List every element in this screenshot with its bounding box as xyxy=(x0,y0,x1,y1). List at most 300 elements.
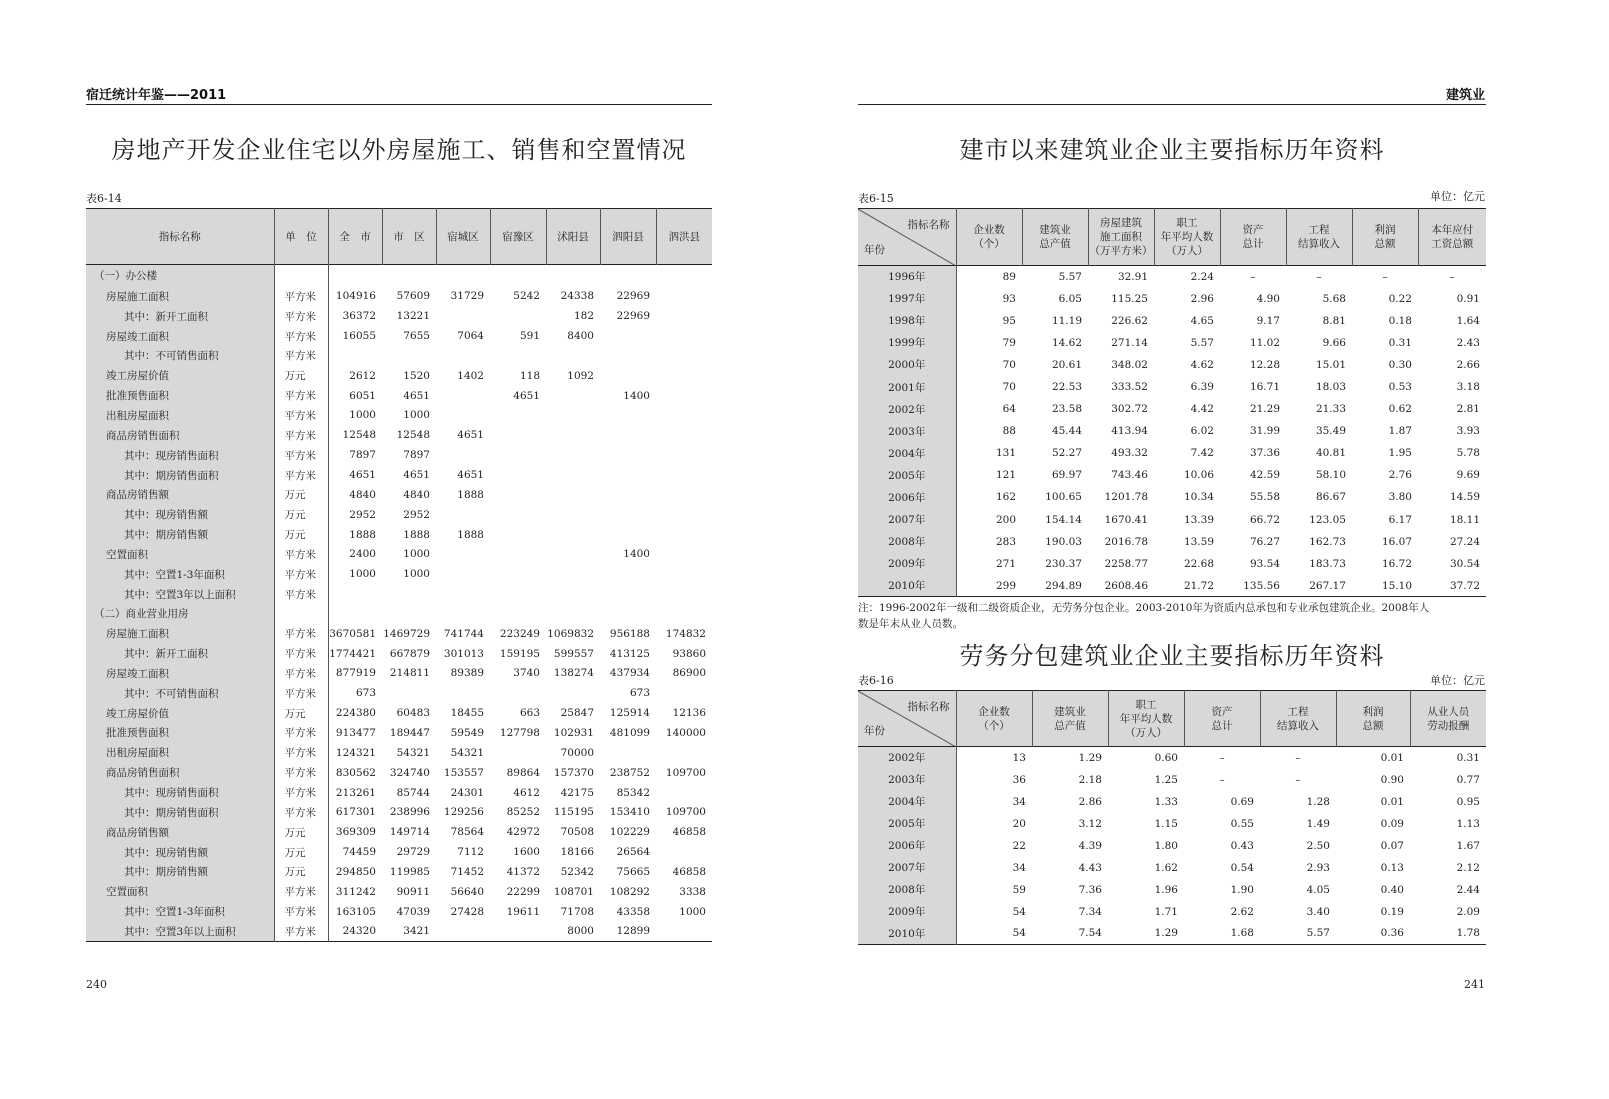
table-cell: 8.81 xyxy=(1322,314,1346,327)
table-cell: 18455 xyxy=(450,707,484,720)
table-cell: 54321 xyxy=(396,746,430,759)
row-label: 其中：新开工面积 xyxy=(86,306,274,326)
table-cell: 54 xyxy=(1012,905,1026,918)
table-cell: 1.78 xyxy=(1456,927,1480,940)
table-cell: 190.03 xyxy=(1045,535,1082,548)
row-unit: 万元 xyxy=(274,703,328,723)
table-cell: 47039 xyxy=(396,905,430,918)
table-cell: 2.44 xyxy=(1456,883,1480,896)
table-cell xyxy=(436,683,490,703)
table-cell: 108701 xyxy=(553,885,594,898)
table-row xyxy=(858,332,1486,354)
table-cell xyxy=(490,406,546,426)
table-cell xyxy=(546,445,600,465)
table-6-14 xyxy=(86,208,712,942)
table-cell: 3.40 xyxy=(1306,905,1330,918)
table-cell: 7.36 xyxy=(1078,883,1102,896)
table-cell: 599557 xyxy=(553,647,594,660)
table-row xyxy=(858,288,1486,310)
right-page xyxy=(804,0,1609,1099)
table-cell: 4651 xyxy=(457,469,484,482)
table-row xyxy=(86,406,712,426)
table-cell: 2.24 xyxy=(1190,270,1214,283)
table-row xyxy=(858,376,1486,398)
table-cell: 6.05 xyxy=(1058,292,1082,305)
table-cell xyxy=(490,445,546,465)
column-header-line: 建筑业 xyxy=(1039,224,1071,236)
table-cell xyxy=(382,584,436,604)
table-cell: 2952 xyxy=(349,508,376,521)
table-cell: 93860 xyxy=(672,647,706,660)
table-cell: 0.60 xyxy=(1154,751,1178,764)
table-cell: 0.55 xyxy=(1230,817,1254,830)
table-cell: 1400 xyxy=(623,389,650,402)
page-number-left: 240 xyxy=(86,978,107,991)
table-cell: 125914 xyxy=(609,707,650,720)
table-cell xyxy=(490,346,546,366)
table-cell xyxy=(600,465,656,485)
header-rule-left xyxy=(86,104,712,105)
table-cell: 55.58 xyxy=(1249,491,1280,504)
table-cell: 29729 xyxy=(396,846,430,859)
table-row xyxy=(858,553,1486,575)
table-cell xyxy=(600,564,656,584)
table-cell xyxy=(328,604,382,624)
table-row xyxy=(86,683,712,703)
table-cell: 1000 xyxy=(403,548,430,561)
column-header-line: （个） xyxy=(973,238,1005,250)
table-row xyxy=(86,664,712,684)
running-head-right: 建筑业 xyxy=(1445,88,1485,103)
table-cell: 32.91 xyxy=(1117,270,1148,283)
table-cell: 213261 xyxy=(335,786,376,799)
table-cell: 31.99 xyxy=(1249,425,1280,438)
row-label: 其中：空置1-3年面积 xyxy=(86,564,274,584)
column-header-line: 房屋建筑 xyxy=(1100,217,1142,229)
row-year: 2009年 xyxy=(858,553,956,575)
table-cell: 0.77 xyxy=(1456,773,1480,786)
table-cell: 2.86 xyxy=(1078,795,1102,808)
table-cell: 9.69 xyxy=(1456,469,1480,482)
row-label: 其中：现房销售面积 xyxy=(86,445,274,465)
column-header: 市 区 xyxy=(382,209,436,265)
table-cell xyxy=(600,445,656,465)
table-cell: 57609 xyxy=(396,290,430,303)
table-cell xyxy=(490,425,546,445)
table-cell: 71452 xyxy=(450,865,484,878)
table-cell: 14.59 xyxy=(1449,491,1480,504)
table-cell: 124321 xyxy=(335,746,376,759)
table-cell: 617301 xyxy=(335,806,376,819)
table-6-15-title: 建市以来建筑业企业主要指标历年资料 xyxy=(959,136,1385,164)
table-cell: 2.18 xyxy=(1078,773,1102,786)
row-year: 2006年 xyxy=(858,835,956,857)
table-cell: 58.10 xyxy=(1315,469,1346,482)
table-cell: 60483 xyxy=(396,707,430,720)
table-cell: 12.28 xyxy=(1249,358,1280,371)
diagonal-header-cell xyxy=(858,209,956,266)
table-cell: 85252 xyxy=(506,806,540,819)
table-cell xyxy=(656,386,712,406)
table-cell: 70000 xyxy=(560,746,594,759)
row-year: 2009年 xyxy=(858,901,956,923)
table-cell: 22 xyxy=(1012,839,1026,852)
table-row xyxy=(858,464,1486,486)
table-cell: 13.59 xyxy=(1183,535,1214,548)
table-cell: 102931 xyxy=(553,726,594,739)
table-cell xyxy=(656,306,712,326)
table-cell: 0.62 xyxy=(1388,403,1412,416)
table-cell xyxy=(436,544,490,564)
table-row xyxy=(86,265,712,287)
table-cell: 153557 xyxy=(443,766,484,779)
table-cell: 1.67 xyxy=(1456,839,1480,852)
table-cell: 1.49 xyxy=(1306,817,1330,830)
table-row xyxy=(858,857,1486,879)
table-cell: 1.33 xyxy=(1154,795,1178,808)
table-cell: 70508 xyxy=(560,826,594,839)
table-cell: 34 xyxy=(1012,861,1026,874)
table-cell: 71708 xyxy=(560,905,594,918)
table-cell: 743.46 xyxy=(1111,469,1148,482)
table-cell: 0.22 xyxy=(1388,292,1412,305)
table-cell: 108292 xyxy=(609,885,650,898)
row-label: 房屋竣工面积 xyxy=(86,326,274,346)
row-unit: 平方米 xyxy=(274,743,328,763)
table-number-6-15: 表6-15 xyxy=(858,192,894,205)
table-cell xyxy=(490,743,546,763)
table-cell: 131 xyxy=(995,447,1016,460)
table-cell: 70 xyxy=(1002,358,1016,371)
column-header-line: 建筑业 xyxy=(1054,705,1086,718)
table-cell: 333.52 xyxy=(1111,381,1148,394)
table-cell: 12899 xyxy=(616,925,650,938)
table-row xyxy=(86,922,712,942)
table-cell: 1201.78 xyxy=(1104,491,1148,504)
table-cell: 230.37 xyxy=(1045,557,1082,570)
column-header xyxy=(1108,691,1184,747)
table-cell: 182 xyxy=(573,310,594,323)
table-row xyxy=(86,425,712,445)
table-cell: 0.69 xyxy=(1230,795,1254,808)
table-cell: – xyxy=(1219,773,1225,786)
column-header: 宿豫区 xyxy=(490,209,546,265)
table-cell: 369309 xyxy=(335,826,376,839)
table-cell: 27428 xyxy=(450,905,484,918)
table-cell xyxy=(600,584,656,604)
column-header-line: 利润 xyxy=(1374,224,1396,236)
table-cell: 24320 xyxy=(342,925,376,938)
table-row xyxy=(858,901,1486,923)
table-cell: 0.18 xyxy=(1388,314,1412,327)
table-cell: 129256 xyxy=(443,806,484,819)
column-header-line: 资产 xyxy=(1242,224,1264,236)
table-cell: 14.62 xyxy=(1051,336,1082,349)
table-cell xyxy=(600,406,656,426)
table-cell: 5.68 xyxy=(1322,292,1346,305)
column-header-line: 企业数 xyxy=(978,705,1010,718)
table-cell xyxy=(436,584,490,604)
table-cell: 45.44 xyxy=(1051,425,1082,438)
table-cell: 37.72 xyxy=(1449,579,1480,592)
row-unit: 平方米 xyxy=(274,406,328,426)
table-cell: 93.54 xyxy=(1249,557,1280,570)
table-cell: 324740 xyxy=(389,766,430,779)
table-cell: – xyxy=(1250,270,1256,283)
table-cell: 115195 xyxy=(553,806,594,819)
diagonal-header-cell xyxy=(858,691,956,747)
table-row xyxy=(858,835,1486,857)
row-label: （二）商业营业用房 xyxy=(86,604,274,624)
table-cell xyxy=(382,346,436,366)
table-cell xyxy=(656,783,712,803)
table-cell: 59549 xyxy=(450,726,484,739)
column-header xyxy=(1220,209,1286,266)
table-cell: 7112 xyxy=(457,846,484,859)
table-cell: 76.27 xyxy=(1249,535,1280,548)
table-cell: 3670581 xyxy=(329,627,376,640)
table-cell: 4840 xyxy=(403,488,430,501)
table-cell: 138274 xyxy=(553,667,594,680)
table-cell xyxy=(656,326,712,346)
table-cell: 75665 xyxy=(616,865,650,878)
table-cell: 0.91 xyxy=(1456,292,1480,305)
row-year: 2002年 xyxy=(858,398,956,420)
table-cell: 4651 xyxy=(403,469,430,482)
table-cell xyxy=(546,346,600,366)
table-header-row xyxy=(86,209,712,265)
table-cell: 4651 xyxy=(403,389,430,402)
table-cell: 21.29 xyxy=(1249,403,1280,416)
table-cell xyxy=(328,346,382,366)
table-cell: 6.02 xyxy=(1190,425,1214,438)
table-cell: 163105 xyxy=(335,905,376,918)
row-unit: 平方米 xyxy=(274,763,328,783)
column-header-line: 本年应付 xyxy=(1431,224,1474,236)
page-title-left: 房地产开发企业住宅以外房屋施工、销售和空置情况 xyxy=(111,136,687,164)
table-cell: 13 xyxy=(1012,751,1026,764)
table-cell: 271.14 xyxy=(1111,336,1148,349)
row-label: 其中：期房销售面积 xyxy=(86,465,274,485)
table-row xyxy=(86,564,712,584)
table-cell: 13221 xyxy=(396,310,430,323)
row-unit: 万元 xyxy=(274,862,328,882)
table-cell: 159195 xyxy=(499,647,540,660)
table-cell: 4.39 xyxy=(1078,839,1102,852)
table-cell: 0.31 xyxy=(1388,336,1412,349)
table-cell: 481099 xyxy=(609,726,650,739)
table-row xyxy=(86,366,712,386)
table-cell: 10.06 xyxy=(1183,469,1214,482)
table-cell xyxy=(600,604,656,624)
table-cell: 223249 xyxy=(499,627,540,640)
table-row xyxy=(86,862,712,882)
row-label: 批准预售面积 xyxy=(86,723,274,743)
table-cell: 123.05 xyxy=(1309,513,1346,526)
table-cell: 41372 xyxy=(506,865,540,878)
column-header-line: （万平方米） xyxy=(1089,245,1153,257)
table-cell: 24301 xyxy=(450,786,484,799)
table-cell: 20 xyxy=(1012,817,1026,830)
table-cell: 43358 xyxy=(616,905,650,918)
table-cell: 86900 xyxy=(672,667,706,680)
column-header: 泗洪县 xyxy=(656,209,712,265)
table-cell: 0.01 xyxy=(1380,795,1404,808)
table-cell: 2612 xyxy=(349,369,376,382)
table-cell: 2608.46 xyxy=(1104,579,1148,592)
table-cell: 25847 xyxy=(560,707,594,720)
table-cell: – xyxy=(1295,773,1301,786)
table-row xyxy=(858,486,1486,508)
table-cell xyxy=(546,386,600,406)
row-label: 商品房销售面积 xyxy=(86,425,274,445)
table-cell: 157370 xyxy=(553,766,594,779)
table-cell xyxy=(436,306,490,326)
table-cell: 6.17 xyxy=(1388,513,1412,526)
row-label: 其中：空置1-3年面积 xyxy=(86,902,274,922)
table-cell: 174832 xyxy=(665,627,706,640)
column-header xyxy=(1154,209,1220,266)
table-cell xyxy=(436,564,490,584)
table-cell xyxy=(546,406,600,426)
table-cell: 437934 xyxy=(609,667,650,680)
table-cell: 238752 xyxy=(609,766,650,779)
table-cell: 2952 xyxy=(403,508,430,521)
table-cell: 0.40 xyxy=(1380,883,1404,896)
table-cell: 2.66 xyxy=(1456,358,1480,371)
table-row xyxy=(86,882,712,902)
row-year: 2008年 xyxy=(858,531,956,553)
table-cell xyxy=(656,525,712,545)
table-cell: 673 xyxy=(629,687,650,700)
table-cell: 27.24 xyxy=(1449,535,1480,548)
table-cell: 1000 xyxy=(349,568,376,581)
table-cell: 1888 xyxy=(457,488,484,501)
row-label: 房屋竣工面积 xyxy=(86,664,274,684)
table-cell: 42.59 xyxy=(1249,469,1280,482)
table-cell: 7.34 xyxy=(1078,905,1102,918)
table-cell: 4840 xyxy=(349,488,376,501)
row-unit: 平方米 xyxy=(274,445,328,465)
table-cell: 54321 xyxy=(450,746,484,759)
table-cell: 7897 xyxy=(403,449,430,462)
column-header-line: 施工面积 xyxy=(1100,231,1142,243)
table-cell xyxy=(600,525,656,545)
table-cell: 20.61 xyxy=(1051,358,1082,371)
table-cell: 1.80 xyxy=(1154,839,1178,852)
table-cell: 913477 xyxy=(335,726,376,739)
table-cell: – xyxy=(1382,270,1388,283)
table-cell: 7.42 xyxy=(1190,447,1214,460)
row-label: 商品房销售额 xyxy=(86,485,274,505)
table-cell xyxy=(656,922,712,942)
table-cell: 19611 xyxy=(506,905,540,918)
column-header-line: 结算收入 xyxy=(1298,238,1340,250)
table-cell: – xyxy=(1449,270,1455,283)
column-header xyxy=(1336,691,1410,747)
table-cell: 22969 xyxy=(616,290,650,303)
table-cell: 7064 xyxy=(457,330,484,343)
table-cell xyxy=(490,525,546,545)
table-cell xyxy=(490,604,546,624)
table-cell: 109700 xyxy=(665,806,706,819)
table-cell xyxy=(382,604,436,624)
table-row xyxy=(858,769,1486,791)
table-cell: 40.81 xyxy=(1315,447,1346,460)
row-label: 出租房屋面积 xyxy=(86,743,274,763)
table-cell: 9.66 xyxy=(1322,336,1346,349)
table-cell: 2.50 xyxy=(1306,839,1330,852)
table-cell: 189447 xyxy=(389,726,430,739)
table-cell: 3.93 xyxy=(1456,425,1480,438)
row-unit xyxy=(274,265,328,287)
table-row xyxy=(86,287,712,307)
table-cell: 8000 xyxy=(567,925,594,938)
row-label: 竣工房屋价值 xyxy=(86,366,274,386)
table-row xyxy=(858,575,1486,597)
table-cell: 7897 xyxy=(349,449,376,462)
column-header xyxy=(1260,691,1336,747)
table-cell xyxy=(328,265,382,287)
row-unit: 平方米 xyxy=(274,644,328,664)
table-cell: – xyxy=(1219,751,1225,764)
table-cell: 34 xyxy=(1012,795,1026,808)
table-row xyxy=(86,584,712,604)
table-cell: 78564 xyxy=(450,826,484,839)
table-cell: 5242 xyxy=(513,290,540,303)
table-row xyxy=(858,398,1486,420)
diagonal-header-top: 指标名称 xyxy=(907,701,950,713)
table-cell xyxy=(436,406,490,426)
table-cell: 135.56 xyxy=(1243,579,1280,592)
row-unit: 平方米 xyxy=(274,624,328,644)
table-row xyxy=(86,842,712,862)
table-row xyxy=(86,644,712,664)
table-cell xyxy=(656,445,712,465)
column-header xyxy=(1022,209,1088,266)
column-header: 泗阳县 xyxy=(600,209,656,265)
table-cell: 2.12 xyxy=(1456,861,1480,874)
table-cell xyxy=(656,604,712,624)
diagonal-header-bottom: 年份 xyxy=(864,244,885,256)
row-label: 其中：新开工面积 xyxy=(86,644,274,664)
table-cell xyxy=(656,505,712,525)
table-cell: 5.78 xyxy=(1456,447,1480,460)
table-cell: 311242 xyxy=(335,885,376,898)
table-cell xyxy=(436,386,490,406)
table-row xyxy=(86,465,712,485)
table-cell: 667879 xyxy=(389,647,430,660)
table-cell: 119985 xyxy=(389,865,430,878)
table-cell: 1.29 xyxy=(1154,927,1178,940)
column-header xyxy=(1418,209,1486,266)
table-cell: 86.67 xyxy=(1315,491,1346,504)
row-year: 1998年 xyxy=(858,310,956,332)
column-header xyxy=(1286,209,1352,266)
table-cell xyxy=(546,265,600,287)
table-cell xyxy=(656,564,712,584)
table-cell: 85744 xyxy=(396,786,430,799)
table-cell: 7.54 xyxy=(1078,927,1102,940)
table-row xyxy=(86,822,712,842)
table-cell: 24338 xyxy=(560,290,594,303)
table-cell: 183.73 xyxy=(1309,557,1346,570)
table-cell: 3421 xyxy=(403,925,430,938)
table-cell: 0.30 xyxy=(1388,358,1412,371)
table-cell xyxy=(490,485,546,505)
table-cell: 79 xyxy=(1002,336,1016,349)
row-year: 2010年 xyxy=(858,923,956,945)
